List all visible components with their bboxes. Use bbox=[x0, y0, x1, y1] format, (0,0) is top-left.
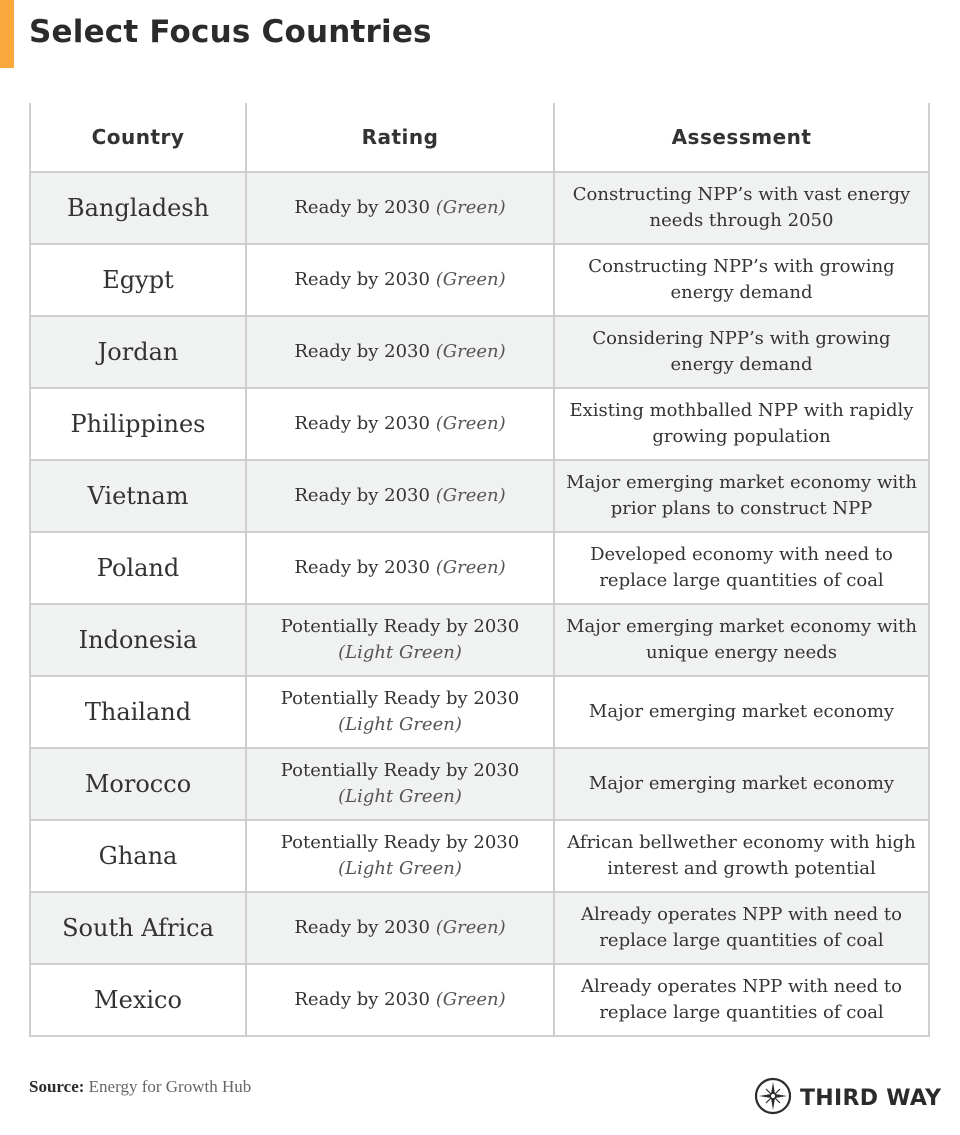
rating-color-note: (Green) bbox=[435, 485, 506, 506]
rating-text: Potentially Ready by 2030 bbox=[280, 760, 520, 781]
rating-text: Potentially Ready by 2030 bbox=[280, 688, 520, 709]
rating-cell bbox=[246, 892, 554, 964]
country-cell: South Africa bbox=[30, 892, 246, 964]
country-cell: Jordan bbox=[30, 316, 246, 388]
logo-text: THIRD WAY bbox=[800, 1085, 942, 1111]
rating-color-note: (Green) bbox=[435, 917, 506, 938]
assessment-cell: Major emerging market economy bbox=[554, 748, 929, 820]
focus-countries-table bbox=[29, 103, 930, 1037]
country-cell: Poland bbox=[30, 532, 246, 604]
assessment-cell: Already operates NPP with need to replace large quantities of coal bbox=[554, 964, 929, 1036]
table-row bbox=[30, 676, 929, 748]
source-note bbox=[29, 1077, 251, 1097]
assessment-cell: Constructing NPP’s with vast energy needs through 2050 bbox=[554, 172, 929, 244]
table-row bbox=[30, 460, 929, 532]
page-title: Select Focus Countries bbox=[29, 14, 432, 50]
rating-color-note: (Light Green) bbox=[338, 786, 462, 807]
table-row bbox=[30, 388, 929, 460]
rating-color-note: (Light Green) bbox=[338, 858, 462, 879]
rating-text: Potentially Ready by 2030 bbox=[280, 616, 520, 637]
country-cell: Egypt bbox=[30, 244, 246, 316]
country-cell: Philippines bbox=[30, 388, 246, 460]
rating-cell bbox=[246, 604, 554, 676]
country-cell: Morocco bbox=[30, 748, 246, 820]
assessment-cell: Considering NPP’s with growing energy demand bbox=[554, 316, 929, 388]
table-row bbox=[30, 316, 929, 388]
country-cell: Vietnam bbox=[30, 460, 246, 532]
rating-cell bbox=[246, 964, 554, 1036]
assessment-cell: Major emerging market economy bbox=[554, 676, 929, 748]
rating-color-note: (Green) bbox=[435, 989, 506, 1010]
table-row bbox=[30, 748, 929, 820]
rating-cell bbox=[246, 748, 554, 820]
rating-text: Ready by 2030 bbox=[294, 917, 430, 938]
table-row bbox=[30, 964, 929, 1036]
country-cell: Indonesia bbox=[30, 604, 246, 676]
rating-text: Ready by 2030 bbox=[294, 989, 430, 1010]
compass-star-icon bbox=[754, 1077, 792, 1119]
rating-text: Ready by 2030 bbox=[294, 413, 430, 434]
source-label: Source: bbox=[29, 1077, 85, 1096]
rating-color-note: (Green) bbox=[435, 557, 506, 578]
rating-cell bbox=[246, 316, 554, 388]
rating-color-note: (Green) bbox=[435, 197, 506, 218]
country-cell: Bangladesh bbox=[30, 172, 246, 244]
rating-cell bbox=[246, 532, 554, 604]
assessment-cell: Major emerging market economy with unique energy needs bbox=[554, 604, 929, 676]
rating-color-note: (Light Green) bbox=[338, 642, 462, 663]
rating-cell bbox=[246, 820, 554, 892]
table-row bbox=[30, 820, 929, 892]
source-text: Energy for Growth Hub bbox=[88, 1077, 252, 1096]
assessment-cell: Already operates NPP with need to replace large quantities of coal bbox=[554, 892, 929, 964]
rating-cell bbox=[246, 244, 554, 316]
table-row bbox=[30, 244, 929, 316]
rating-color-note: (Green) bbox=[435, 413, 506, 434]
rating-color-note: (Green) bbox=[435, 269, 506, 290]
rating-text: Ready by 2030 bbox=[294, 485, 430, 506]
rating-cell bbox=[246, 388, 554, 460]
assessment-cell: Existing mothballed NPP with rapidly growing population bbox=[554, 388, 929, 460]
country-cell: Mexico bbox=[30, 964, 246, 1036]
country-cell: Ghana bbox=[30, 820, 246, 892]
table-row bbox=[30, 892, 929, 964]
country-cell: Thailand bbox=[30, 676, 246, 748]
column-header-country: Country bbox=[30, 103, 246, 172]
table-row bbox=[30, 172, 929, 244]
table-header-row bbox=[30, 103, 929, 172]
rating-text: Potentially Ready by 2030 bbox=[280, 832, 520, 853]
rating-text: Ready by 2030 bbox=[294, 269, 430, 290]
rating-text: Ready by 2030 bbox=[294, 557, 430, 578]
table-row bbox=[30, 604, 929, 676]
rating-color-note: (Green) bbox=[435, 341, 506, 362]
rating-cell bbox=[246, 460, 554, 532]
title-accent-bar bbox=[0, 0, 14, 68]
rating-text: Ready by 2030 bbox=[294, 197, 430, 218]
rating-cell bbox=[246, 676, 554, 748]
third-way-logo bbox=[754, 1077, 941, 1119]
assessment-cell: African bellwether economy with high interest and growth potential bbox=[554, 820, 929, 892]
assessment-cell: Constructing NPP’s with growing energy demand bbox=[554, 244, 929, 316]
assessment-cell: Major emerging market economy with prior plans to construct NPP bbox=[554, 460, 929, 532]
rating-color-note: (Light Green) bbox=[338, 714, 462, 735]
column-header-rating: Rating bbox=[246, 103, 554, 172]
table-row bbox=[30, 532, 929, 604]
assessment-cell: Developed economy with need to replace large quantities of coal bbox=[554, 532, 929, 604]
rating-text: Ready by 2030 bbox=[294, 341, 430, 362]
column-header-assessment: Assessment bbox=[554, 103, 929, 172]
rating-cell bbox=[246, 172, 554, 244]
